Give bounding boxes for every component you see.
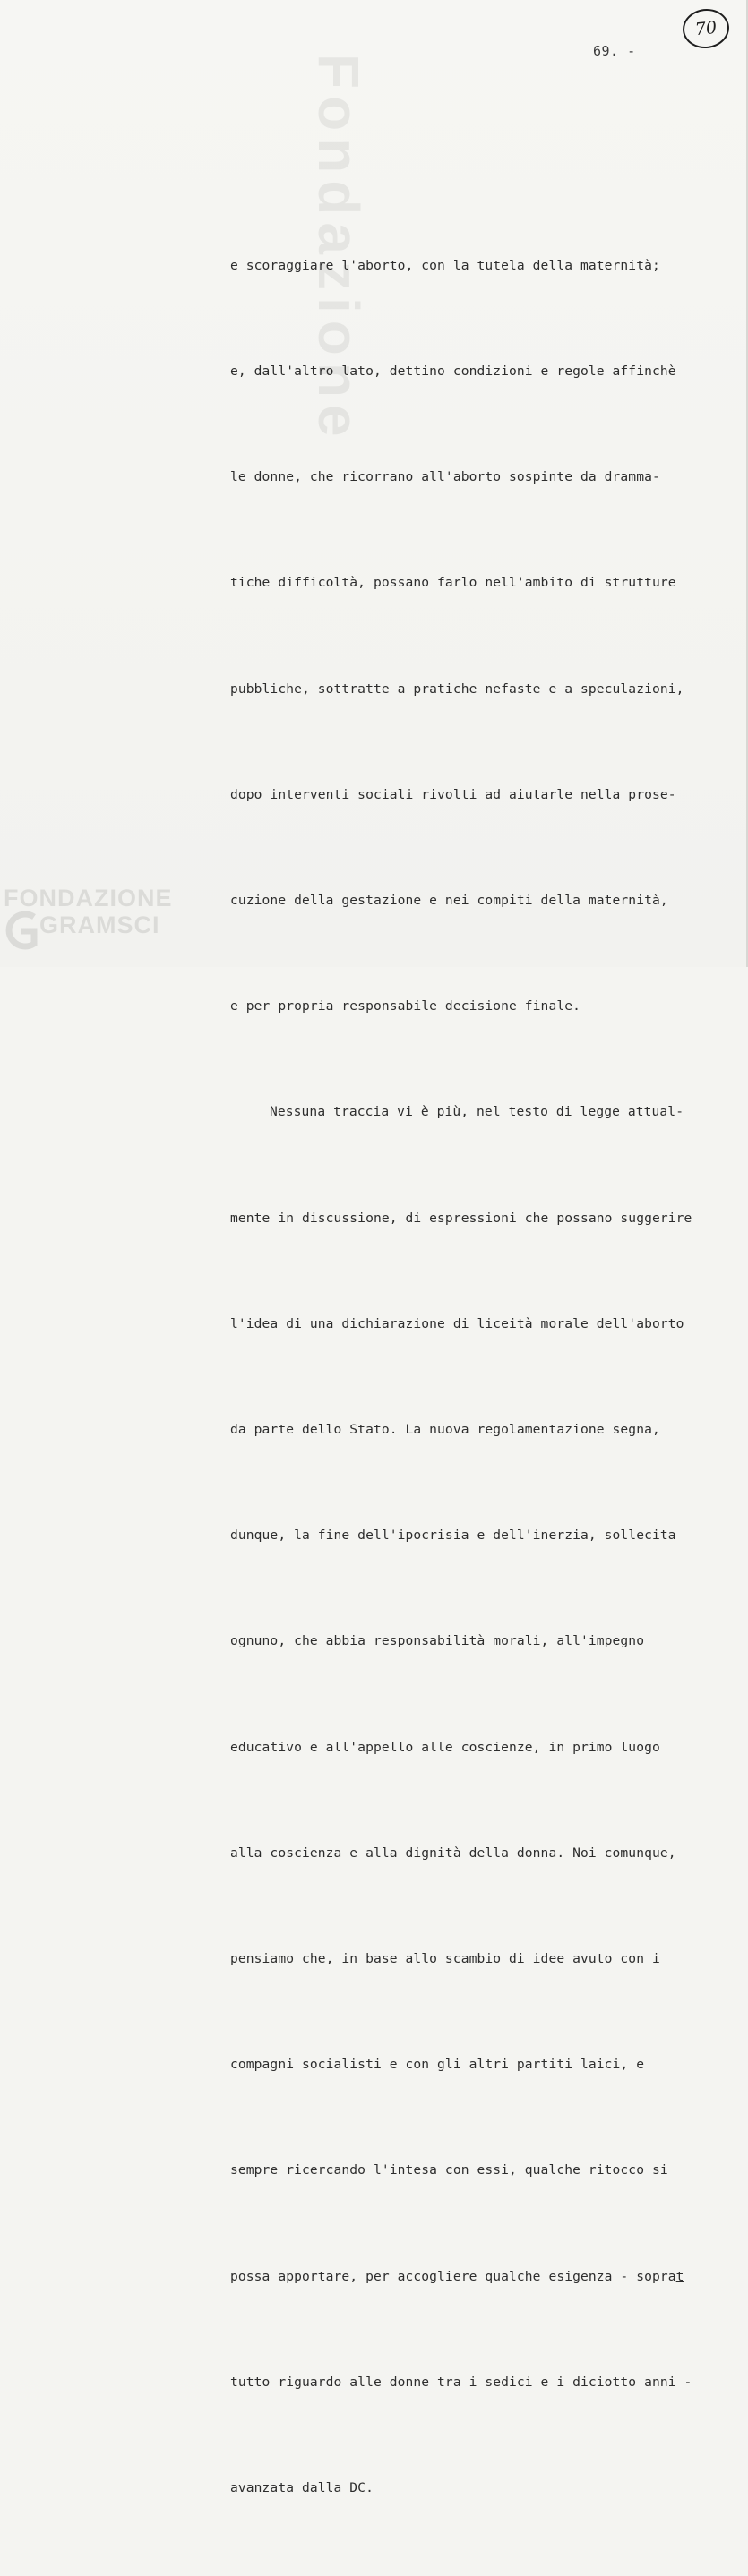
- text-line: tutto riguardo alle donne tra i sedici e i diciotto anni -: [230, 2374, 692, 2390]
- text-line: cuzione della gestazione e nei compiti della maternità,: [230, 893, 668, 909]
- logo-line-2: GRAMSCI: [39, 911, 160, 938]
- text-line: e, dall'altro lato, dettino condizioni e regole affinchè: [230, 364, 676, 380]
- stamp-number: 70: [693, 17, 718, 40]
- text-line: pensiamo che, in base allo scambio di idee avuto con i: [230, 1951, 660, 1967]
- paragraph-start-line: Nessuna traccia vi è più, nel testo di legge attual-: [270, 1104, 684, 1120]
- text-line: pubbliche, sottratte a pratiche nefaste e a speculazioni,: [230, 680, 684, 697]
- text-line: dunque, la fine dell'ipocrisia e dell'inerzia, sollecita: [230, 1528, 676, 1544]
- text-line: le donne, che ricorrano all'aborto sospinte da dramma-: [230, 469, 660, 485]
- text-line: l'idea di una dichiarazione di liceità morale dell'aborto: [230, 1315, 684, 1331]
- logo-line-1: FONDAZIONE: [4, 885, 173, 911]
- typewritten-body: [230, 177, 746, 2576]
- text-line: educativo e all'appello alle coscienze, in primo luogo: [230, 1739, 660, 1755]
- text-line: avanzata dalla DC.: [230, 2480, 374, 2496]
- text-line: da parte dello Stato. La nuova regolamentazione segna,: [230, 1422, 660, 1438]
- text-line: e per propria responsabile decisione finale.: [230, 998, 580, 1014]
- text-line: ognuno, che abbia responsabilità morali, all'impegno: [230, 1633, 645, 1649]
- underlined-letter: t: [675, 2268, 684, 2284]
- page-number: 69. -: [593, 43, 636, 59]
- text-line: sempre ricercando l'intesa con essi, qualche ritocco si: [230, 2162, 668, 2178]
- text-line: e scoraggiare l'aborto, con la tutela della maternità;: [230, 257, 660, 273]
- text-line: compagni socialisti e con gli altri partiti laici, e: [230, 2057, 645, 2073]
- text-line: mente in discussione, di espressioni che possano suggerire: [230, 1210, 692, 1226]
- text-line: dopo interventi sociali rivolti ad aiutarle nella prose-: [230, 786, 676, 802]
- archive-logo-watermark: [4, 885, 192, 956]
- text-line: alla coscienza e alla dignità della donna. Noi comunque,: [230, 1844, 676, 1861]
- handwritten-page-stamp: [681, 6, 731, 50]
- text-line: [230, 2259, 746, 2294]
- text-line: tiche difficoltà, possano farlo nell'ambito di strutture: [230, 575, 676, 591]
- text-line-main: possa apportare, per accogliere qualche esigenza - sopra: [230, 2268, 676, 2284]
- watermark-vertical-text: Fondazione: [306, 54, 371, 444]
- gramsci-g-logo-icon: [4, 910, 39, 951]
